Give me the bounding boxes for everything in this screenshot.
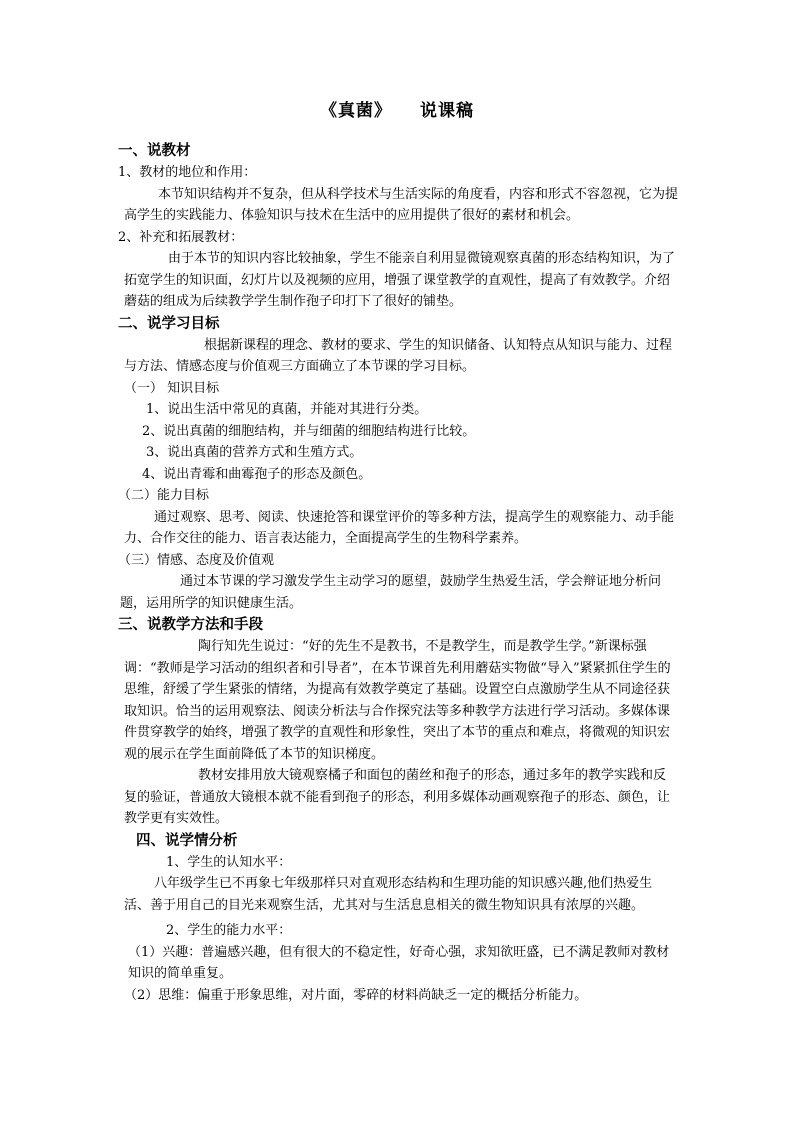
section-4-paragraph-3: （2）思维：偏重于形象思维，对片面，零碎的材料尚缺乏一定的概括分析能力。 <box>124 987 588 1003</box>
section-4-sub-2: 2、学生的能力水平： <box>166 923 292 938</box>
document-title <box>0 96 794 121</box>
knowledge-goal-1: 1、说出生活中常见的真菌，并能对其进行分类。 <box>146 402 428 417</box>
section-1-sub-1: 1、教材的地位和作用： <box>118 165 257 180</box>
title-sub: 说课稿 <box>420 101 474 121</box>
section-1-sub-2: 2、补充和拓展教材： <box>118 229 244 245</box>
knowledge-goal-3: 3、说出真菌的营养方式和生殖方式。 <box>146 445 363 460</box>
section-4-paragraph-2: （1）兴趣：普遍感兴趣，但有很大的不稳定性，好奇心强，求知欲旺盛，已不满足教师对教材知识的简单重复。 <box>128 944 670 981</box>
section-4-sub-1: 1、学生的认知水平： <box>166 854 292 870</box>
title-main: 《真菌》 <box>320 101 392 121</box>
section-4-heading: 四、说学情分析 <box>136 831 238 849</box>
emotion-goals-text: 通过本节课的学习激发学生主动学习的愿望，鼓励学生热爱生活，学会辩证地分析问 题，运用所学的知识健康生活。 <box>120 574 662 611</box>
section-4-paragraph-1: 八年级学生已不再象七年级那样只对直观形态结构和生理功能的知识感兴趣,他们热爱生活、善于用自己的目光来观察生活，尤其对与生活息息相关的微生物知识具有浓厚的兴趣。 <box>124 876 653 913</box>
section-2-heading: 二、说学习目标 <box>118 314 220 332</box>
knowledge-goal-2: 2、说出真菌的细胞结构，并与细菌的细胞结构进行比较。 <box>142 423 476 439</box>
ability-goals-text: 通过观察、思考、阅读、快速抢答和课堂评价的等多种方法，提高学生的观察能力、动手能力、合作交往的能力、语言表达能力，全面提高学生的生物科学素养。 <box>124 509 675 546</box>
document-body <box>118 140 678 1006</box>
knowledge-goal-4: 4、说出青霉和曲霉孢子的形态及颜色。 <box>142 466 372 482</box>
section-2-intro: 根据新课程的理念、教材的要求、学生的知识储备、认知特点从知识与能力、过程与方法、情感态度与价值观三方面确立了本节课的学习目标。 <box>124 337 673 374</box>
section-3-paragraph-1: 陶行知先生说过：“好的先生不是教书，不是教学生，而是教学生学。”新课标强调：“教师是学习活动的组织者和引导者”，在本节课首先利用蘑菇实物做“导入”紧紧抓住学生的思维，舒缓了学生紧张的情绪，为提高有效教学奠定了基础。设置空白点激励学生从不同途径获取知识。恰当的运用观察法、阅读分析法与合作探究法等多种教学方法进行学习活动。多媒体课件贯穿教学的始终，增强了教学的直观性和形象性，突出了本节的重点和难点，将微观的知识宏观的展示在学生面前降低了本节的知识梯度。 <box>124 639 671 762</box>
section-3-heading: 三、说教学方法和手段 <box>118 616 263 633</box>
section-1-paragraph-1: 本节知识结构并不复杂，但从科学技术与生活实际的角度看，内容和形式不容忽视，它为提高学生的实践能力、体验知识与技术在生活中的应用提供了很好的素材和机会。 <box>124 186 679 223</box>
emotion-goals-title: （三）情感、态度及价值观 <box>118 552 275 568</box>
knowledge-goals-title: （一） 知识目标 <box>124 380 220 396</box>
section-3-paragraph-2: 教材安排用放大镜观察橘子和面包的菌丝和孢子的形态，通过多年的教学实践和反复的验证，普通放大镜根本就不能看到孢子的形态，利用多媒体动画观察孢子的形态、颜色，让教学更有实效性。 <box>124 768 671 826</box>
ability-goals-title: （二）能力目标 <box>118 488 210 503</box>
section-1-paragraph-2: 由于本节的知识内容比较抽象，学生不能亲自利用显微镜观察真菌的形态结构知识，为了拓宽学生的知识面，幻灯片以及视频的应用，增强了课堂教学的直观性，提高了有效教学。介绍蘑菇的组成为后续教学学生制作孢子印打下了很好的铺垫。 <box>124 251 676 309</box>
section-1-heading: 一、说教材 <box>118 142 191 159</box>
